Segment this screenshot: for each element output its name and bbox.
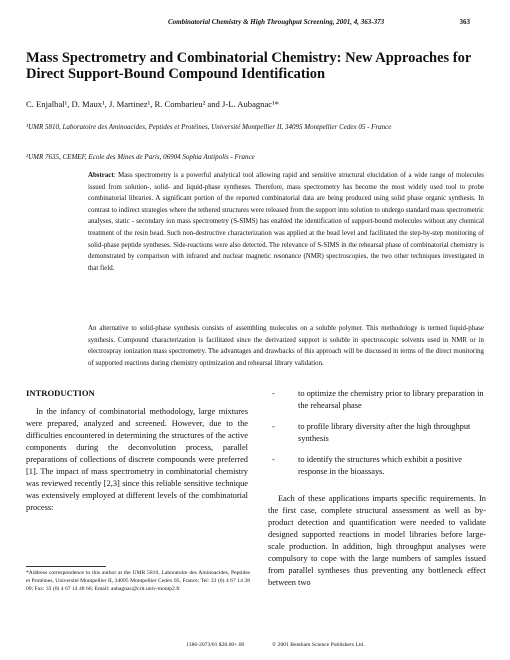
page-number: 363	[459, 18, 470, 26]
footnote-divider	[26, 566, 106, 567]
abstract-text: : Mass spectrometry is a powerful analytical tool allowing rapid and sensitive structural elucidation of a wide range of molecules issued from solution-, solid- and liquid-phase syntheses. Therefore, mass spectrometry has become the most widely used tool to probe combinatorial libraries. A significant portion of the reported combinatorial data are being produced using solid phase organic synthesis. In contrast to indirect strategies where the tethered structures were released from the support into solution to undergo standard mass spectrometric analyses, static - secondary ion mass spectrometry (S-SIMS) has enabled the identification of support-bound molecules without any chemical treatment of the resin bead. Such non-destructive characterization was applied at the bead level and facilitated the step-by-step monitoring of solid-phase peptide syntheses. Side-reactions were also detected. The relevance of S-SIMS in the rehearsal phase of combinatorial chemistry is demonstrated by comparison with infrared and nuclear magnetic resonance (NMR) spectroscopies, the two other techniques investigated in that field.	[88, 172, 484, 272]
section-heading-introduction: INTRODUCTION	[26, 388, 95, 398]
bullet-item	[268, 388, 486, 412]
journal-citation: Combinatorial Chemistry & High Throughput Screening, 2001, 4, 363-373	[168, 18, 385, 26]
introduction-right-paragraph: Each of these applications imparts specific requirements. In the first case, complete structural assessment as well as by-product detection and quantification were needed to validate designed supported reactions in model libraries before large-scale production. In addition, high throughput analyses were compulsory to cope with the large numbers of samples issued from parallel syntheses thus preventing any bottleneck effect between two	[268, 494, 486, 587]
running-head	[40, 18, 470, 30]
author-list: C. Enjalbal¹, D. Maux¹, J. Martinez¹, R. Combarieu² and J-L. Aubagnac¹*	[26, 99, 279, 109]
abstract-label: Abstract	[88, 172, 114, 179]
article-title: Mass Spectrometry and Combinatorial Chemistry: New Approaches for Direct Support-Bound Compound Identification	[26, 50, 472, 82]
bullet-marker: -	[272, 389, 275, 398]
issn-price: 1386-2073/01 $28.00+.00	[186, 642, 245, 648]
correspondence-footnote: *Address correspondence to this author at the UMR 5810, Laboratoire des Aminoacides, Peptides et Protéines, Université Montpellier II, 34095 Montpellier Cedex 05, France; Tel: 33 (0) 4 67 14 38 09; Fax: 33 (0) 4 67 14 48 66; Email: aubagnac@crit.univ-montp2.fr	[26, 570, 250, 592]
bullet-marker: -	[272, 455, 275, 464]
introduction-left-paragraph: In the infancy of combinatorial methodology, large mixtures were prepared, analyzed and screened. However, due to the difficulties encountered in determining the structures of the active components during the deconvolution process, parallel preparations of collections of discrete compounds were preferred [1]. The impact of mass spectrometry in combinatorial chemistry was reviewed recently [2,3] since this reliable sensitive technique was extensively employed at different levels of the combinatorial process:	[26, 407, 248, 512]
affiliation-1: ¹UMR 5810, Laboratoire des Aminoacides, Peptides et Protéines, Université Montpellier II, 34095 Montpellier Cedex 05 - France	[26, 123, 392, 131]
bullet-marker: -	[272, 422, 275, 431]
abstract-second-paragraph: An alternative to solid-phase synthesis consists of assembling molecules on a soluble polymer. This methodology is termed liquid-phase synthesis. Compound characterization is facilitated since the derivatized support is soluble in spectroscopic solvents used in NMR or in electrospray ionization mass spectrometry. The advantages and drawbacks of this approach will be discussed in terms of the direct monitoring of supported reactions during chemistry optimization and rehearsal library validation.	[88, 325, 484, 367]
bullet-list	[268, 388, 486, 487]
bullet-item	[268, 454, 486, 478]
bullet-text: to identify the structures which exhibit a positive response in the bioassays.	[298, 455, 462, 476]
copyright-notice: © 2001 Bentham Science Publishers Ltd.	[272, 642, 365, 648]
abstract	[88, 170, 484, 274]
bullet-text: to optimize the chemistry prior to library preparation in the rehearsal phase	[298, 389, 484, 410]
bullet-text: to profile library diversity after the high throughput synthesis	[298, 422, 471, 443]
affiliation-2: ²UMR 7635, CEMEF, Ecole des Mines de Paris, 06904 Sophia Antipolis - France	[26, 153, 255, 161]
bullet-item	[268, 421, 486, 445]
